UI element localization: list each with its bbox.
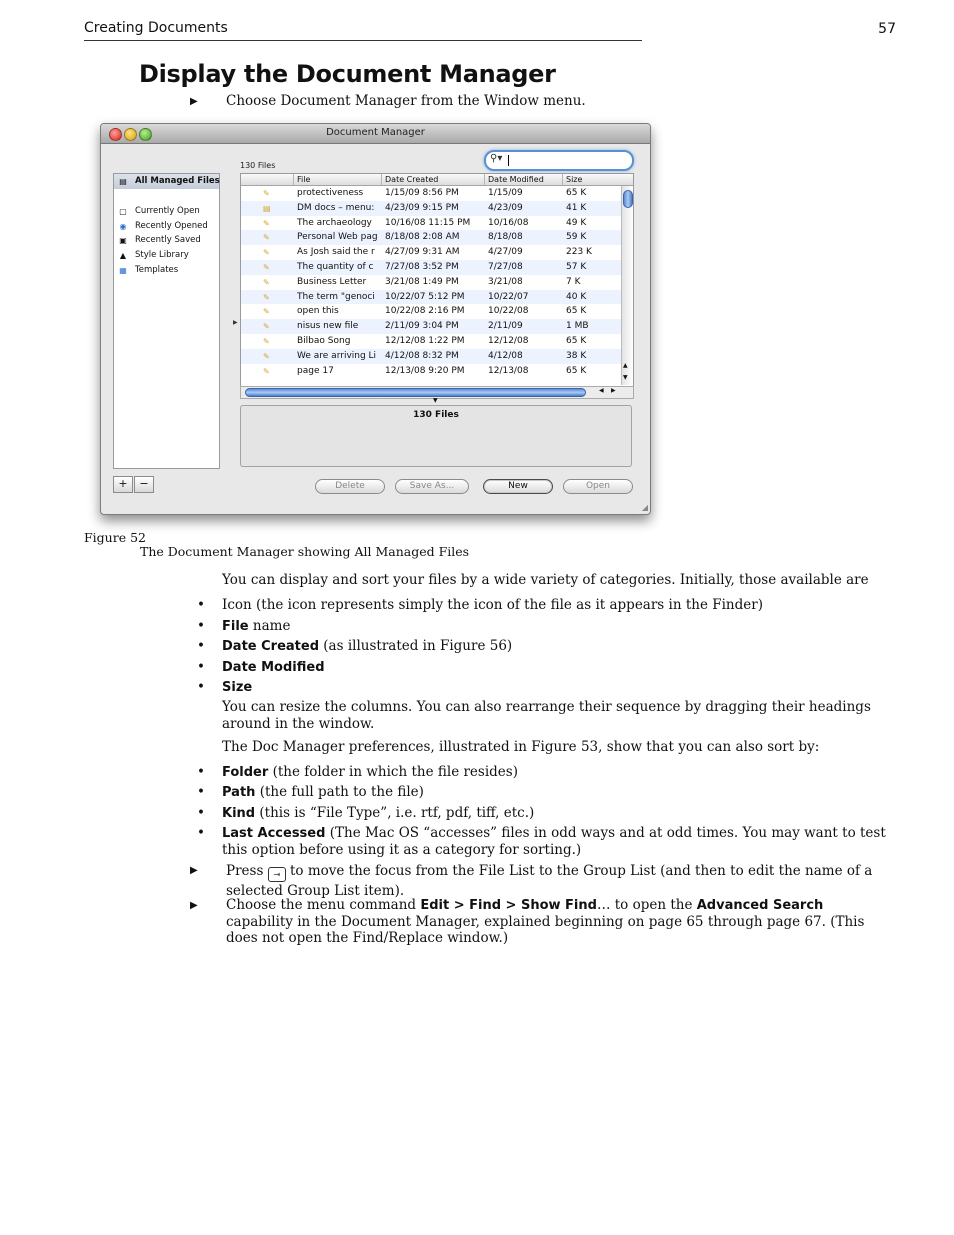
add-group-button[interactable]: +: [113, 476, 133, 493]
date-created-cell: 1/15/09 8:56 PM: [385, 188, 459, 198]
step-text: Choose Document Manager from the Window menu.: [226, 93, 586, 109]
pencil-icon: ✎: [263, 189, 270, 198]
search-icon: ⚲▾: [490, 153, 503, 164]
date-created-cell: 10/22/07 5:12 PM: [385, 291, 465, 302]
file-count: 130 Files: [240, 161, 276, 170]
resize-grip-icon[interactable]: ◢: [641, 503, 648, 512]
date-created-cell: 10/22/08 2:16 PM: [385, 306, 465, 317]
table-row[interactable]: [241, 201, 633, 216]
date-modified-cell: 7/27/08: [488, 261, 523, 272]
running-header: [84, 20, 642, 41]
date-modified-cell: 4/23/09: [488, 202, 523, 213]
date-created-cell: 12/12/08 1:22 PM: [385, 335, 465, 346]
pencil-icon: ✎: [263, 322, 270, 332]
list-item: Icon (the icon represents simply the icon of the file as it appears in the Finder): [222, 597, 763, 613]
template-icon: ▦: [119, 265, 127, 275]
new-button[interactable]: New: [483, 479, 553, 494]
date-created-cell: 10/16/08 11:15 PM: [385, 217, 471, 228]
preview-file-count: 130 Files: [413, 410, 459, 420]
step-text: Press ⇥ to move the focus from the File List to the Group List (and then to edit the name of a selected Group List item).: [226, 863, 873, 899]
pencil-icon: ✎: [263, 292, 270, 302]
bullet-icon: •: [197, 659, 205, 675]
size-cell: 65 K: [566, 365, 587, 376]
file-name-cell: The quantity of c: [297, 261, 374, 272]
date-created-cell: 2/11/09 3:04 PM: [385, 321, 459, 332]
document-icon: ▢: [119, 206, 127, 216]
page-title: Display the Document Manager: [139, 60, 556, 88]
step-arrow-icon: ▶: [190, 96, 198, 107]
list-item: Path (the full path to the file): [222, 784, 424, 800]
file-name-cell: Bilbao Song: [297, 335, 351, 346]
file-name-cell: Personal Web pag: [297, 232, 378, 243]
size-cell: 223 K: [566, 247, 592, 258]
bullet-icon: •: [197, 784, 205, 800]
size-cell: 57 K: [566, 261, 587, 272]
table-row[interactable]: [241, 230, 633, 245]
clock-icon: ◉: [119, 221, 127, 231]
table-row[interactable]: [241, 275, 633, 290]
delete-button[interactable]: Delete: [315, 479, 385, 494]
splitter-handle[interactable]: ▶: [233, 319, 238, 326]
file-rows: [241, 186, 633, 378]
date-created-cell: 12/13/08 9:20 PM: [385, 365, 465, 376]
document-icon: ▤: [263, 203, 271, 213]
date-created-cell: 4/23/09 9:15 PM: [385, 202, 459, 213]
date-created-cell: 7/27/08 3:52 PM: [385, 261, 459, 272]
document-manager-window: [100, 123, 651, 515]
pencil-icon: ✎: [263, 262, 270, 272]
size-cell: 38 K: [566, 350, 587, 361]
table-row[interactable]: [241, 334, 633, 349]
file-list: [240, 173, 634, 387]
pencil-icon: ✎: [263, 218, 270, 228]
bullet-icon: •: [197, 805, 205, 821]
bullet-icon: •: [197, 618, 205, 634]
list-item: Folder (the folder in which the file resides): [222, 764, 518, 780]
bullet-icon: •: [197, 679, 205, 695]
pencil-icon: ✎: [263, 336, 270, 346]
table-row[interactable]: [241, 319, 633, 334]
file-name-cell: The term "genoci: [297, 291, 375, 302]
scroll-left-icon[interactable]: ◀: [599, 387, 604, 394]
pencil-icon: ✎: [263, 277, 270, 287]
date-modified-cell: 10/22/08: [488, 306, 529, 317]
sidebar-item-currently-open[interactable]: ▢ Currently Open: [119, 205, 200, 216]
window-title: Document Manager: [326, 127, 425, 138]
resize-paragraph: You can resize the columns. You can also rearrange their sequence by dragging their headings around in the window.: [222, 699, 871, 732]
date-modified-cell: 2/11/09: [488, 321, 523, 332]
preview-pane: [240, 405, 632, 467]
drawer-icon: ▤: [119, 177, 127, 186]
date-modified-cell: 10/22/07: [488, 291, 529, 302]
scroll-right-icon[interactable]: ▶: [611, 387, 616, 394]
date-modified-cell: 8/18/08: [488, 232, 523, 243]
style-icon: ▲: [119, 251, 127, 261]
size-cell: 40 K: [566, 291, 587, 302]
search-field[interactable]: [484, 150, 634, 171]
file-name-cell: As Josh said the r: [297, 247, 375, 258]
step-text: Choose the menu command Edit > Find > Show Find… to open the Advanced Search capability in the Document Manager, explained beginning on page 65 through page 67. (This does not open the Find/Replace window.): [226, 897, 865, 946]
column-header-size[interactable]: Size: [566, 175, 583, 184]
size-cell: 65 K: [566, 306, 587, 317]
figure-label: Figure 52: [84, 530, 146, 545]
pencil-icon: ✎: [263, 233, 270, 243]
list-item: File name: [222, 618, 291, 634]
pencil-icon: ✎: [263, 248, 270, 258]
save-as-button[interactable]: Save As...: [395, 479, 469, 494]
file-name-cell: nisus new file: [297, 321, 359, 332]
table-row[interactable]: [241, 216, 633, 231]
size-cell: 7 K: [566, 276, 581, 287]
bullet-icon: •: [197, 638, 205, 654]
figure-caption: The Document Manager showing All Managed Files: [140, 544, 470, 559]
vertical-scrollbar[interactable]: [621, 186, 633, 385]
column-header-date-modified[interactable]: Date Modified: [488, 175, 544, 184]
sidebar-item-all-managed-files[interactable]: ▤ All Managed Files: [114, 174, 219, 189]
table-row[interactable]: [241, 245, 633, 260]
sidebar-item-recently-opened[interactable]: ◉ Recently Opened: [119, 220, 208, 231]
date-modified-cell: 4/12/08: [488, 350, 523, 361]
file-name-cell: open this: [297, 306, 339, 317]
file-name-cell: protectiveness: [297, 188, 364, 198]
tab-key-icon: ⇥: [268, 867, 286, 882]
list-item: Date Modified: [222, 660, 325, 675]
intro-paragraph: You can display and sort your files by a wide variety of categories. Initially, those available are: [222, 572, 869, 588]
disk-icon: ▣: [119, 236, 127, 246]
column-header-date-created[interactable]: Date Created: [385, 175, 439, 184]
size-cell: 65 K: [566, 188, 587, 198]
sidebar-item-style-library[interactable]: ▲ Style Library: [119, 250, 189, 261]
date-created-cell: 4/12/08 8:32 PM: [385, 350, 459, 361]
date-modified-cell: 1/15/09: [488, 188, 523, 198]
table-row[interactable]: [241, 260, 633, 275]
date-modified-cell: 12/13/08: [488, 365, 529, 376]
group-list: [113, 173, 220, 469]
size-cell: 49 K: [566, 217, 587, 228]
page-number: 57: [878, 21, 896, 37]
horizontal-scroll-thumb[interactable]: [245, 388, 586, 397]
vertical-scroll-thumb[interactable]: [623, 190, 633, 208]
size-cell: 65 K: [566, 335, 587, 346]
list-item: Last Accessed (The Mac OS “accesses” files in odd ways and at odd times. You may want to test this option before using it as a category for sorting.): [222, 825, 886, 858]
window-titlebar: [101, 124, 650, 144]
text-caret: [508, 155, 509, 166]
size-cell: 59 K: [566, 232, 587, 243]
open-button[interactable]: Open: [563, 479, 633, 494]
table-row[interactable]: [241, 186, 633, 201]
file-name-cell: We are arriving Li: [297, 350, 377, 361]
sidebar-item-recently-saved[interactable]: ▣ Recently Saved: [119, 235, 201, 246]
list-item: Date Created (as illustrated in Figure 56): [222, 638, 513, 654]
prefs-paragraph: The Doc Manager preferences, illustrated in Figure 53, show that you can also sort by:: [222, 739, 820, 755]
pencil-icon: ✎: [263, 366, 270, 376]
bullet-icon: •: [197, 825, 205, 841]
file-name-cell: Business Letter: [297, 276, 367, 287]
step-arrow-icon: ▶: [190, 900, 198, 911]
step-arrow-icon: ▶: [190, 865, 198, 876]
file-name-cell: DM docs – menu:: [297, 202, 375, 213]
pencil-icon: ✎: [263, 307, 270, 317]
size-cell: 1 MB: [566, 321, 589, 332]
date-created-cell: 8/18/08 2:08 AM: [385, 232, 460, 243]
section-title: Creating Documents: [84, 20, 228, 36]
date-modified-cell: 4/27/09: [488, 247, 523, 258]
splitter-handle-icon[interactable]: ▼: [433, 397, 438, 404]
remove-group-button[interactable]: −: [134, 476, 154, 493]
table-row[interactable]: [241, 304, 633, 319]
size-cell: 41 K: [566, 202, 587, 213]
table-row[interactable]: [241, 349, 633, 364]
column-header-file[interactable]: File: [297, 175, 311, 184]
pencil-icon: ✎: [263, 351, 270, 361]
list-item: Size: [222, 680, 253, 695]
date-modified-cell: 3/21/08: [488, 276, 523, 287]
file-name-cell: page 17: [297, 365, 334, 376]
date-created-cell: 4/27/09 9:31 AM: [385, 247, 460, 258]
list-item: Kind (this is “File Type”, i.e. rtf, pdf, tiff, etc.): [222, 805, 535, 821]
file-name-cell: The archaeology: [297, 217, 372, 228]
date-modified-cell: 10/16/08: [488, 217, 529, 228]
bullet-icon: •: [197, 597, 205, 613]
scroll-up-icon[interactable]: ▲: [623, 362, 628, 369]
bullet-icon: •: [197, 764, 205, 780]
sidebar-item-templates[interactable]: ▦ Templates: [119, 264, 179, 275]
table-row[interactable]: [241, 290, 633, 305]
date-created-cell: 3/21/08 1:49 PM: [385, 276, 459, 287]
date-modified-cell: 12/12/08: [488, 335, 529, 346]
scroll-down-icon[interactable]: ▼: [623, 374, 628, 381]
file-list-header: [241, 174, 633, 186]
table-row[interactable]: [241, 364, 633, 379]
